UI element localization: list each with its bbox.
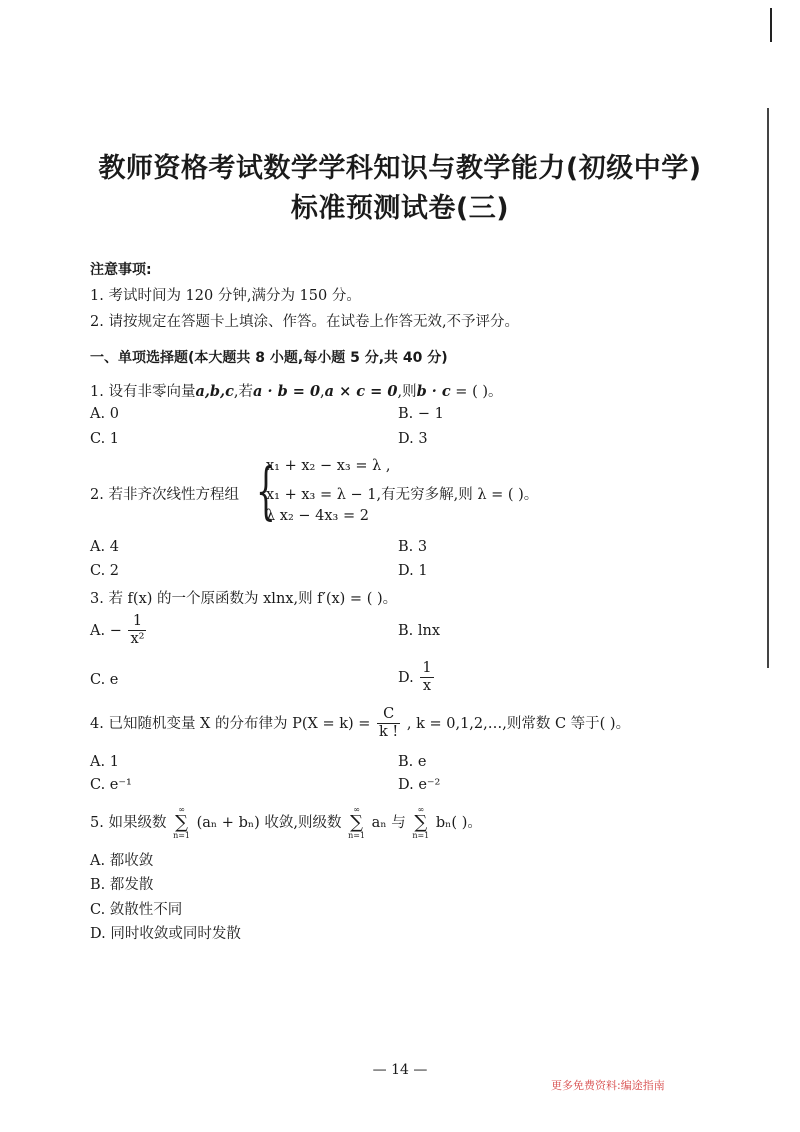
question-3-option-d: D. $\frac{1}{x}$ xyxy=(398,660,432,695)
scan-edge-mark xyxy=(770,8,772,42)
question-3-stem: 3. 若 f(x) 的一个原函数为 xlnx,则 f′(x) = ( )。 xyxy=(90,591,398,607)
question-5-option-b: B. 都发散 xyxy=(90,877,154,893)
question-4-option-b: B. e xyxy=(398,754,427,770)
summation: ∞ ∑ n=1 xyxy=(173,805,191,840)
question-1-option-d: D. 3 xyxy=(398,431,428,447)
question-1-option-b: B. − 1 xyxy=(398,406,444,422)
question-2-equation-3: λ x₂ − 4x₃ = 2 xyxy=(266,508,369,524)
question-4-option-d: D. e⁻² xyxy=(398,777,441,793)
fraction: $\frac{1}{x}$ xyxy=(422,660,432,695)
question-2-option-d: D. 1 xyxy=(398,563,428,579)
question-4-option-a: A. 1 xyxy=(90,754,119,770)
question-1-option-a: A. 0 xyxy=(90,406,119,422)
question-5-option-c: C. 敛散性不同 xyxy=(90,902,183,918)
question-2-equation-1: x₁ + x₂ − x₃ = λ , xyxy=(266,458,391,474)
question-3-option-a: A. − $\frac{1}{\text{x²}}$ xyxy=(90,613,145,648)
section-heading: 一、单项选择题(本大题共 8 小题,每小题 5 分,共 40 分) xyxy=(90,350,448,366)
question-4-option-c: C. e⁻¹ xyxy=(90,777,132,793)
question-2-option-c: C. 2 xyxy=(90,563,120,579)
notice-item: 1. 考试时间为 120 分钟,满分为 150 分。 xyxy=(90,288,361,304)
fraction: $\frac{1}{\text{x²}}$ xyxy=(130,613,145,648)
question-5-option-a: A. 都收敛 xyxy=(90,853,154,869)
exam-title: 教师资格考试数学学科知识与教学能力(初级中学) xyxy=(98,153,702,184)
question-2-option-a: A. 4 xyxy=(90,539,119,555)
question-3-option-b: B. lnx xyxy=(398,623,441,639)
page-number: — 14 — xyxy=(372,1062,428,1078)
question-2-option-b: B. 3 xyxy=(398,539,428,555)
question-5-option-d: D. 同时收敛或同时发散 xyxy=(90,926,241,942)
question-3-option-c: C. e xyxy=(90,672,119,688)
question-1-stem: 1. 设有非零向量a,b,c,若a · b = 0,a × c = 0,则b · c = ( )。 xyxy=(90,383,503,400)
exam-subtitle: 标准预测试卷(三) xyxy=(290,193,510,224)
equation-system-brace: { xyxy=(256,454,276,527)
summation: ∞ ∑ n=1 xyxy=(348,805,366,840)
notice-heading: 注意事项: xyxy=(90,262,152,278)
question-2-stem: 2. 若非齐次线性方程组 xyxy=(90,487,239,503)
question-2-equation-2: x₁ + x₃ = λ − 1,有无穷多解,则 λ = ( )。 xyxy=(266,487,539,503)
notice-item: 2. 请按规定在答题卡上填涂、作答。在试卷上作答无效,不予评分。 xyxy=(90,314,520,330)
watermark-text: 更多免费资料:编途指南 xyxy=(551,1079,665,1092)
question-1-option-c: C. 1 xyxy=(90,431,120,447)
summation: ∞ ∑ n=1 xyxy=(412,805,430,840)
question-4-stem: 4. 已知随机变量 X 的分布律为 P(X = k) = $\frac{C}{k !}$ , k = 0,1,2,…,则常数 C 等于( )。 xyxy=(90,706,631,741)
question-5-stem: 5. 如果级数 ∞ ∑ n=1 (aₙ + bₙ) 收敛,则级数 ∞ ∑ n=1 aₙ 与 ∞ ∑ n=1 bₙ( )。 xyxy=(90,805,482,840)
fraction: $\frac{C}{k !}$ xyxy=(379,706,399,741)
